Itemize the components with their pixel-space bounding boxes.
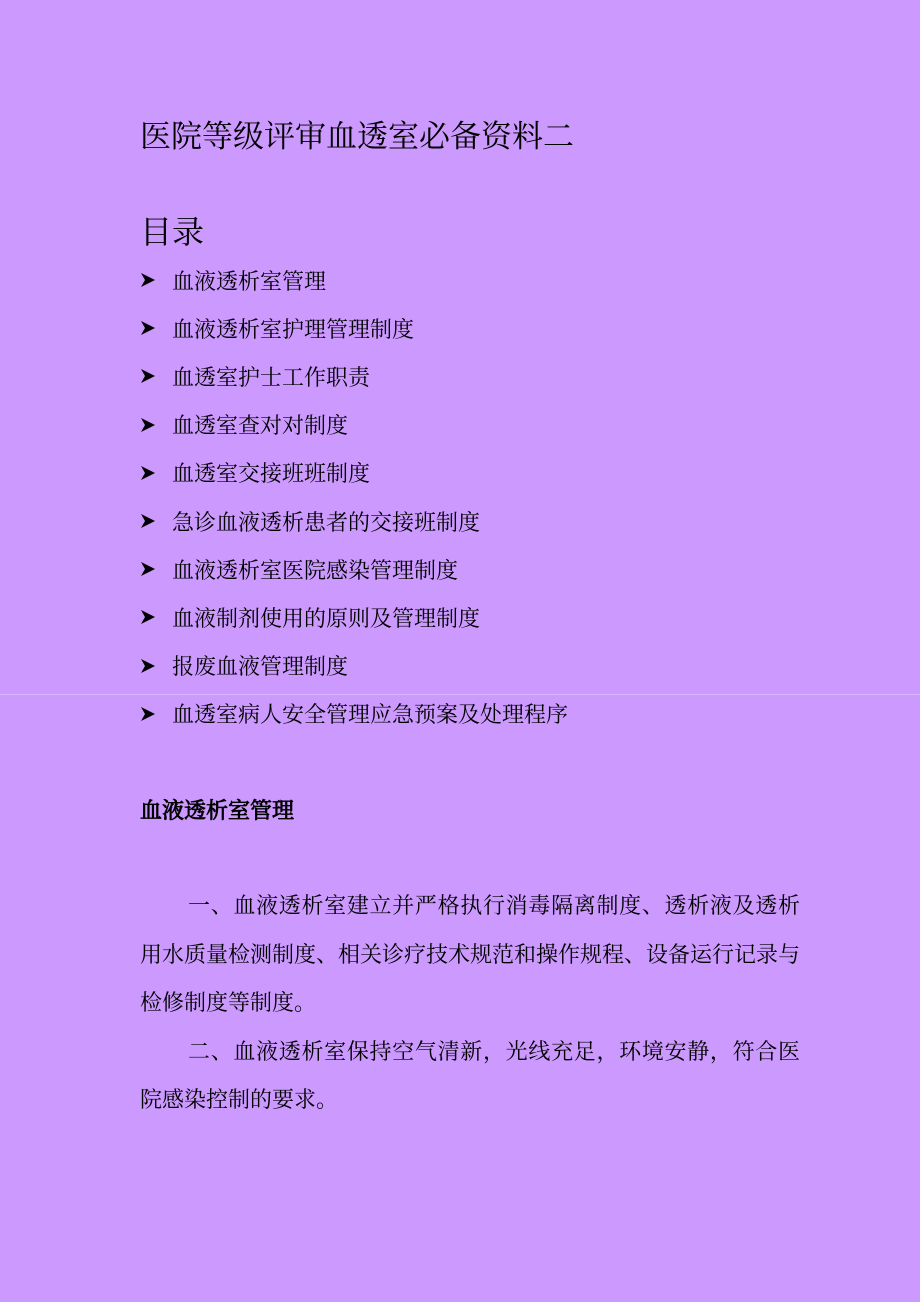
toc-item-label: 血液透析室管理 — [172, 269, 327, 295]
paragraph: 二、血液透析室保持空气清新，光线充足，环境安静，符合医院感染控制的要求。 — [140, 1039, 800, 1113]
arrowhead-bullet-icon — [140, 609, 156, 625]
toc-item — [140, 304, 568, 352]
paragraph: 一、血液透析室建立并严格执行消毒隔离制度、透析液及透析用水质量检测制度、相关诊疗技术规范和操作规程、设备运行记录与检修制度等制度。 — [140, 894, 801, 1016]
toc-item-label: 血透室交接班班制度 — [172, 462, 371, 488]
toc-item — [140, 256, 568, 304]
toc-item-label: 血液制剂使用的原则及管理制度 — [172, 606, 481, 632]
toc-item-label: 血透室查对对制度 — [172, 414, 349, 440]
arrowhead-bullet-icon — [140, 368, 156, 384]
toc-item — [140, 497, 568, 545]
toc-item-label: 报废血液管理制度 — [172, 655, 349, 681]
toc-item-label: 血透室护士工作职责 — [172, 365, 371, 391]
section-heading: 血液透析室管理 — [140, 798, 295, 824]
toc-item — [140, 690, 568, 738]
arrowhead-bullet-icon — [140, 465, 156, 481]
arrowhead-bullet-icon — [140, 706, 156, 722]
arrowhead-bullet-icon — [140, 561, 156, 577]
arrowhead-bullet-icon — [140, 320, 156, 336]
arrowhead-bullet-icon — [140, 513, 156, 529]
toc-item-label: 血液透析室医院感染管理制度 — [172, 558, 459, 584]
arrowhead-bullet-icon — [140, 417, 156, 433]
toc-item — [140, 545, 568, 593]
toc-item-label: 血液透析室护理管理制度 — [172, 317, 415, 343]
toc-item-label: 血透室病人安全管理应急预案及处理程序 — [172, 703, 569, 729]
arrowhead-bullet-icon — [140, 658, 156, 674]
body-text — [140, 883, 800, 1126]
toc-item — [140, 593, 568, 641]
toc-item-label: 急诊血液透析患者的交接班制度 — [172, 510, 481, 536]
document-title: 医院等级评审血透室必备资料二 — [140, 119, 574, 155]
toc-heading: 目录 — [140, 213, 205, 251]
toc-item — [140, 449, 568, 497]
toc-item — [140, 352, 568, 400]
arrowhead-bullet-icon — [140, 272, 156, 288]
toc-item — [140, 401, 568, 449]
toc-list — [140, 256, 568, 738]
toc-item — [140, 642, 568, 690]
